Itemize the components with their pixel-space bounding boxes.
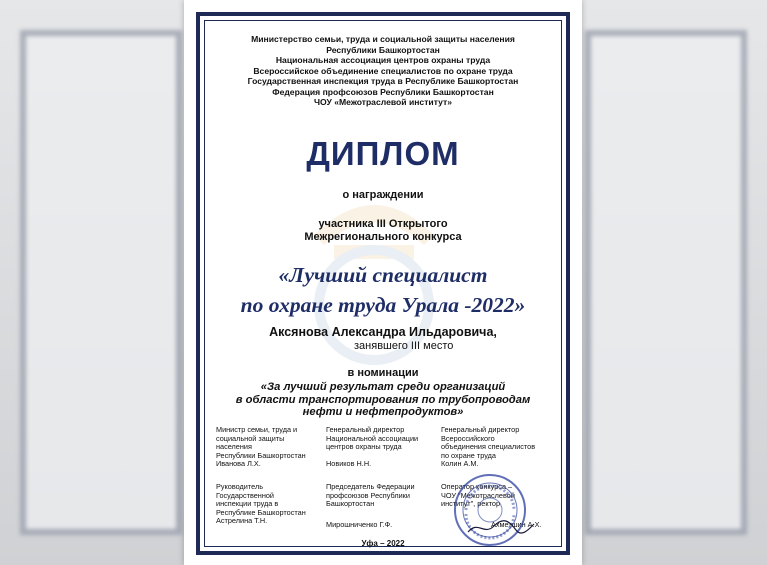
signatory-title-line: населения — [216, 442, 252, 452]
signatory-title-line: объединения специалистов — [441, 442, 536, 452]
signatory-title-line: Государственной — [216, 490, 274, 500]
signatory-title-line: по охране труда — [441, 450, 496, 460]
participant-description — [206, 218, 560, 243]
city-year: Уфа – 2022 — [361, 539, 405, 548]
signatory-name: Иванова Л.Х. — [216, 459, 261, 469]
contest-line: по охране труда Урала -2022» — [240, 293, 526, 317]
signatory-block — [326, 426, 418, 469]
blurred-background-right — [567, 0, 767, 565]
signatory-block — [441, 426, 535, 469]
organization-line: Республики Башкортостан — [326, 44, 440, 55]
signatory-title-line: Министр семьи, труда и — [216, 425, 298, 434]
organizations-header — [206, 34, 560, 108]
participant-line: Межрегионального конкурса — [304, 230, 462, 243]
signatory-title-line: социальной защиты — [216, 433, 285, 443]
awardee-name: Аксянова Александра Ильдаровича, — [269, 325, 497, 339]
signatory-title-line: профсоюзов Республики — [326, 490, 410, 500]
signatory-name: Колин А.М. — [441, 459, 479, 469]
organization-line: Национальная ассоциация центров охраны труда — [275, 55, 491, 65]
contest-line: «Лучший специалист — [278, 263, 488, 287]
signatory-name: Новиков Н.Н. — [326, 459, 372, 469]
signatory-title-line: ЧОУ "Межотраслевой — [441, 490, 515, 500]
signatory-title-line: центров охраны труда — [326, 442, 402, 452]
diploma-title: ДИПЛОМ — [306, 135, 460, 172]
awardee-place: занявшего III место — [354, 340, 454, 352]
signatory-title-line: Председатель Федерации — [326, 482, 415, 491]
signatory-title-line: Оператор конкурса – — [441, 482, 513, 491]
signatory-title-line: Республике Башкортостан — [216, 507, 306, 517]
signatory-block — [216, 426, 306, 469]
signatory-name: Астрелина Т.Н. — [216, 516, 268, 526]
organization-line: Всероссийское объединение специалистов по охране труда — [253, 65, 513, 76]
signatory-title-line: Генеральный директор — [441, 425, 520, 434]
signatory-title-line: Всероссийского — [441, 433, 495, 443]
signatory-name: Ахметшин А.Х. — [491, 519, 542, 529]
signatory-name: Мирошниченко Г.Ф. — [326, 519, 393, 529]
signatory-title-line: Руководитель — [216, 482, 264, 491]
nomination-line: нефти и нефтепродуктов» — [302, 406, 464, 418]
contest-name — [206, 260, 560, 320]
signatory-title-line: Генеральный директор — [326, 425, 405, 434]
signatory-title-line: Национальной ассоциации — [326, 433, 419, 443]
signatory-block — [216, 483, 306, 526]
signatory-block — [326, 483, 415, 529]
nomination-text — [206, 381, 560, 419]
organization-line: Министерство семьи, труда и социальной защиты населения — [251, 34, 515, 44]
blurred-background-left — [0, 0, 200, 565]
participant-line: участника III Открытого — [318, 218, 448, 230]
nomination-line: «За лучший результат среди организаций — [260, 381, 506, 393]
organization-line: ЧОУ «Межотраслевой институт» — [313, 97, 453, 107]
signatory-title-line: инспекции труда в — [216, 499, 279, 509]
award-subtitle: о награждении — [342, 189, 424, 201]
signature-icon — [466, 518, 536, 538]
signatory-title-line: Республики Башкортостан — [216, 450, 306, 460]
organization-line: Федерация профсоюзов Республики Башкортостан — [272, 86, 494, 97]
nomination-line: в области транспортирования по трубопроводам — [235, 393, 531, 406]
nomination-header: в номинации — [347, 367, 419, 379]
organization-line: Государственная инспекция труда в Республике Башкортостан — [247, 76, 519, 86]
signatory-title-line: институт", ректор — [441, 499, 500, 509]
diploma-sheet — [184, 0, 582, 565]
signatory-title-line: Башкортостан — [326, 499, 375, 509]
diploma-content — [206, 22, 560, 548]
